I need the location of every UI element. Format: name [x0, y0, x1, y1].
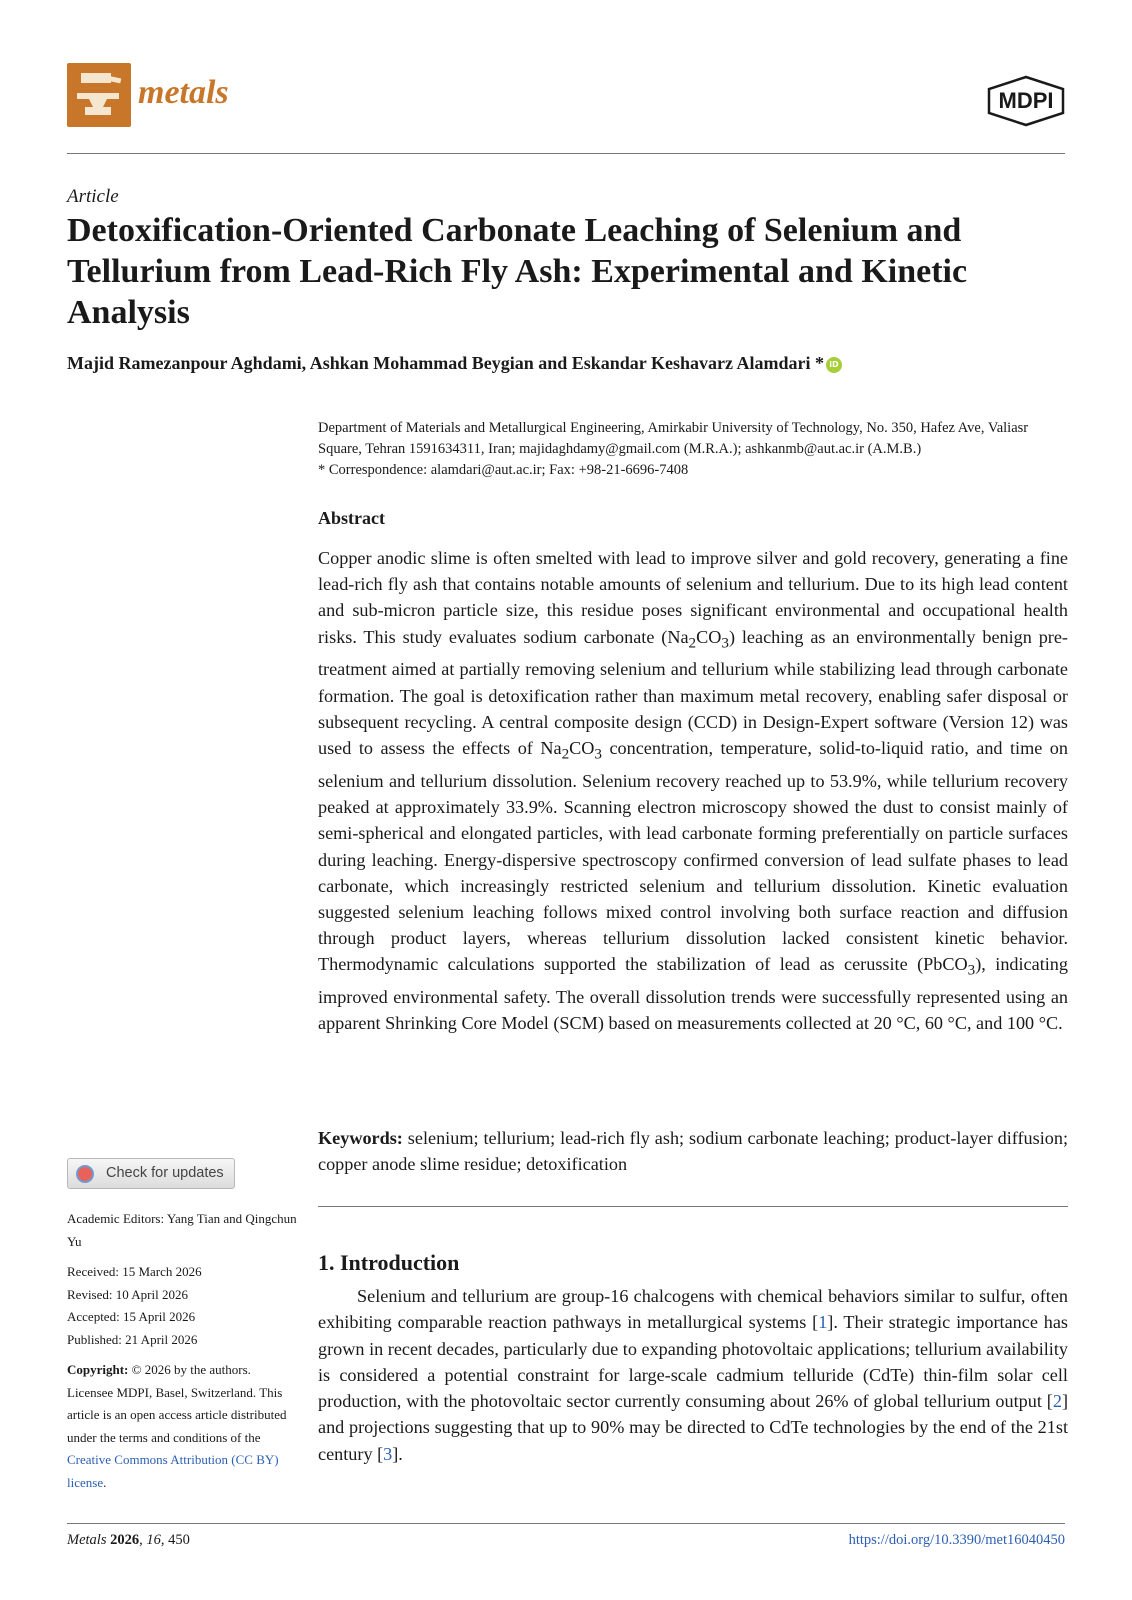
author-list	[67, 353, 842, 374]
doi-link[interactable]: https://doi.org/10.3390/met16040450	[848, 1532, 1065, 1548]
publisher-name: MDPI	[998, 88, 1054, 113]
accepted-date: Accepted: 15 April 2026	[67, 1309, 196, 1324]
article-title: Detoxification-Oriented Carbonate Leaching of Selenium and Tellurium from Lead-Rich Fly Ash: Experimental and Kinetic Analysis	[67, 212, 968, 331]
anvil-hammer-icon	[67, 63, 131, 127]
keywords-label: Keywords:	[318, 1128, 403, 1148]
citation-link[interactable]: 3	[383, 1443, 393, 1464]
publisher-logo	[985, 75, 1067, 127]
check-updates-label: Check for updates	[106, 1165, 224, 1181]
revised-date: Revised: 10 April 2026	[67, 1286, 188, 1302]
introduction-paragraph: Selenium and tellurium are group-16 chalcogens with chemical behaviors similar to sulfur, often exhibiting comparable reaction pathways in metallurgical systems [1]. Their strategic importance has grown in recent decades, particularly due to expanding photovoltaic applications; tellurium availability is considered a potential constraint for large-scale cadmium telluride (CdTe) thin-film solar cell production, with the photovoltaic sector currently consuming about 26% of global tellurium output [2] and projections suggesting that up to 90% may be directed to CdTe technologies by the end of the 21st century [3].	[318, 1286, 1068, 1464]
correspondence-text: * Correspondence: alamdari@aut.ac.ir; Fax: +98-21-6696-7408	[318, 462, 689, 478]
affiliation-text: Department of Materials and Metallurgical Engineering, Amirkabir University of Technology, No. 350, Hafez Ave, Valiasr Square, Tehran 1591634311, Iran; majidaghdamy@gmail.com (M.R.A.); ashkanmb@aut.ac.ir (A.M.B.)	[318, 420, 1029, 457]
journal-logo	[67, 63, 131, 127]
footer-citation: Metals 2026, 16, 450	[67, 1532, 190, 1548]
footer-divider	[67, 1523, 1065, 1524]
section-heading-introduction: 1. Introduction	[318, 1250, 460, 1275]
journal-name: metals	[138, 74, 229, 111]
header-divider	[67, 153, 1065, 154]
check-updates-icon	[76, 1165, 94, 1183]
keywords-divider	[318, 1206, 1068, 1207]
academic-editors: Academic Editors: Yang Tian and Qingchun Yu	[67, 1211, 297, 1249]
affiliation-block	[318, 418, 1068, 481]
copyright-notice: Copyright: © 2026 by the authors. Licensee MDPI, Basel, Switzerland. This article is an open access article distributed under the terms and conditions of the Creative Commons Attribution (CC BY) license.	[67, 1362, 287, 1490]
received-date: Received: 15 March 2026	[67, 1264, 202, 1279]
mdpi-logo-icon	[985, 75, 1067, 127]
abstract-heading: Abstract	[318, 508, 385, 528]
article-type: Article	[67, 186, 119, 207]
citation-link[interactable]: 2	[1052, 1391, 1062, 1412]
authors-text: Majid Ramezanpour Aghdami, Ashkan Mohammad Beygian and Eskandar Keshavarz Alamdari *	[67, 353, 824, 373]
citation-link[interactable]: 1	[818, 1312, 828, 1333]
keywords-text: selenium; tellurium; lead-rich fly ash; sodium carbonate leaching; product-layer diffusion; copper anode slime residue; detoxification	[318, 1128, 1068, 1175]
keywords	[318, 1125, 1068, 1177]
check-for-updates-button[interactable]	[67, 1158, 235, 1189]
published-date: Published: 21 April 2026	[67, 1331, 198, 1347]
article-info-sidebar	[67, 1208, 297, 1494]
orcid-icon[interactable]: iD	[826, 357, 842, 373]
abstract-body: Copper anodic slime is often smelted with lead to improve silver and gold recovery, generating a fine lead-rich fly ash that contains notable amounts of selenium and tellurium. Due to its high lead content and sub-micron particle size, this residue poses significant environmental and occupational health risks. This study evaluates sodium carbonate $(Na_2CO_3)$ leaching as an environmentally benign pre-treatment aimed at partially removing selenium and tellurium while stabilizing lead through carbonate formation. The goal is detoxification rather than maximum metal recovery, enabling safer disposal or subsequent recycling. A central composite design (CCD) in Design-Expert software (Version 12) was used to assess the effects of $Na_2CO_3$ concentration, temperature, solid-to-liquid ratio, and time on selenium and tellurium dissolution. Selenium recovery reached up to 53.9%, while tellurium recovery peaked at approximately 33.9%. Scanning electron microscopy showed the dust to consist mainly of semi-spherical and elongated particles, with lead carbonate forming preferentially on particle surfaces during leaching. Energy-dispersive spectroscopy confirmed conversion of lead sulfate phases to lead carbonate, which increasingly restricted selenium and tellurium dissolution. Kinetic evaluation suggested selenium leaching follows mixed control involving both surface reaction and diffusion through product layers, whereas tellurium dissolution lacked consistent kinetic behavior. Thermodynamic calculations supported the stabilization of lead as cerussite (PbCO$_3$), indicating improved environmental safety. The overall dissolution trends were successfully represented using an apparent Shrinking Core Model (SCM) based on measurements collected at 20 °C, 60 °C, and 100 °C.	[318, 548, 1068, 1034]
license-link[interactable]: Creative Commons Attribution (CC BY) license	[67, 1452, 279, 1490]
